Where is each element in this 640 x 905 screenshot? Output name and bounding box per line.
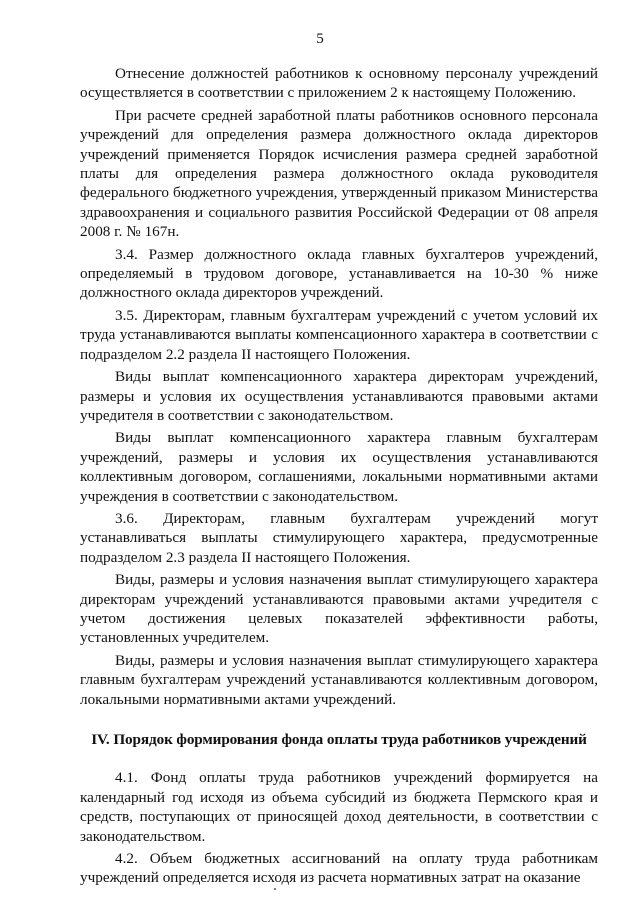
paragraph: Виды выплат компенсационного характера главным бухгалтерам учреждений, размеры и условия их осуществления устанавливаются коллективным договором, соглашениями, локальными нормативными актами учреждения в соответствии с законодательством.	[80, 429, 598, 505]
paragraph: 4.1. Фонд оплаты труда работников учреждений формируется на календарный год исходя из объема субсидий из бюджета Пермского края и средств, поступающих от приносящей доход деятельности, в соответствии с законодательством.	[80, 769, 598, 845]
paragraph: Отнесение должностей работников к основному персоналу учреждений осуществляется в соответствии с приложением 2 к настоящему Положению.	[80, 65, 598, 102]
section-heading: IV. Порядок формирования фонда оплаты труда работников учреждений	[91, 731, 587, 748]
paragraph: 4.2. Объем бюджетных ассигнований на оплату труда работникам учреждений определяется исходя из расчета нормативных затрат на оказание	[80, 850, 598, 887]
paragraph: 3.4. Размер должностного оклада главных бухгалтеров учреждений, определяемый в трудовом договоре, устанавливается на 10-30 % ниже должностного оклада директоров учреждений.	[80, 245, 598, 302]
page-number: 5	[316, 31, 324, 47]
scan-mark	[274, 888, 276, 890]
paragraph: Виды, размеры и условия назначения выплат стимулирующего характера директорам учреждений устанавливаются правовыми актами учредителя с учетом достижения целевых показателей эффективности работы, установленных учредителем.	[80, 571, 598, 647]
paragraph: 3.6. Директорам, главным бухгалтерам учреждений могут устанавливаться выплаты стимулирующего характера, предусмотренные подразделом 2.3 раздела II настоящего Положения.	[80, 509, 598, 566]
paragraph: Виды, размеры и условия назначения выплат стимулирующего характера главным бухгалтерам учреждений устанавливаются коллективным договором, локальными нормативными актами учреждений.	[80, 651, 598, 708]
paragraph: Виды выплат компенсационного характера директорам учреждений, размеры и условия их осуществления устанавливаются правовыми актами учредителя в соответствии с законодательством.	[80, 368, 598, 424]
paragraph: 3.5. Директорам, главным бухгалтерам учреждений с учетом условий их труда устанавливаются выплаты компенсационного характера в соответствии с подразделом 2.2 раздела II настоящего Положения.	[80, 306, 598, 363]
paragraph: При расчете средней заработной платы работников основного персонала учреждений для определения размера должностного оклада директоров учреждений применяется Порядок исчисления размера средней заработной платы для определения размера должностного оклада руководителя федерального бюджетного учреждения, утвержденный приказом Министерства здравоохранения и социального развития Российской Федерации от 08 апреля 2008 г. № 167н.	[80, 106, 598, 241]
document-body	[80, 64, 598, 888]
